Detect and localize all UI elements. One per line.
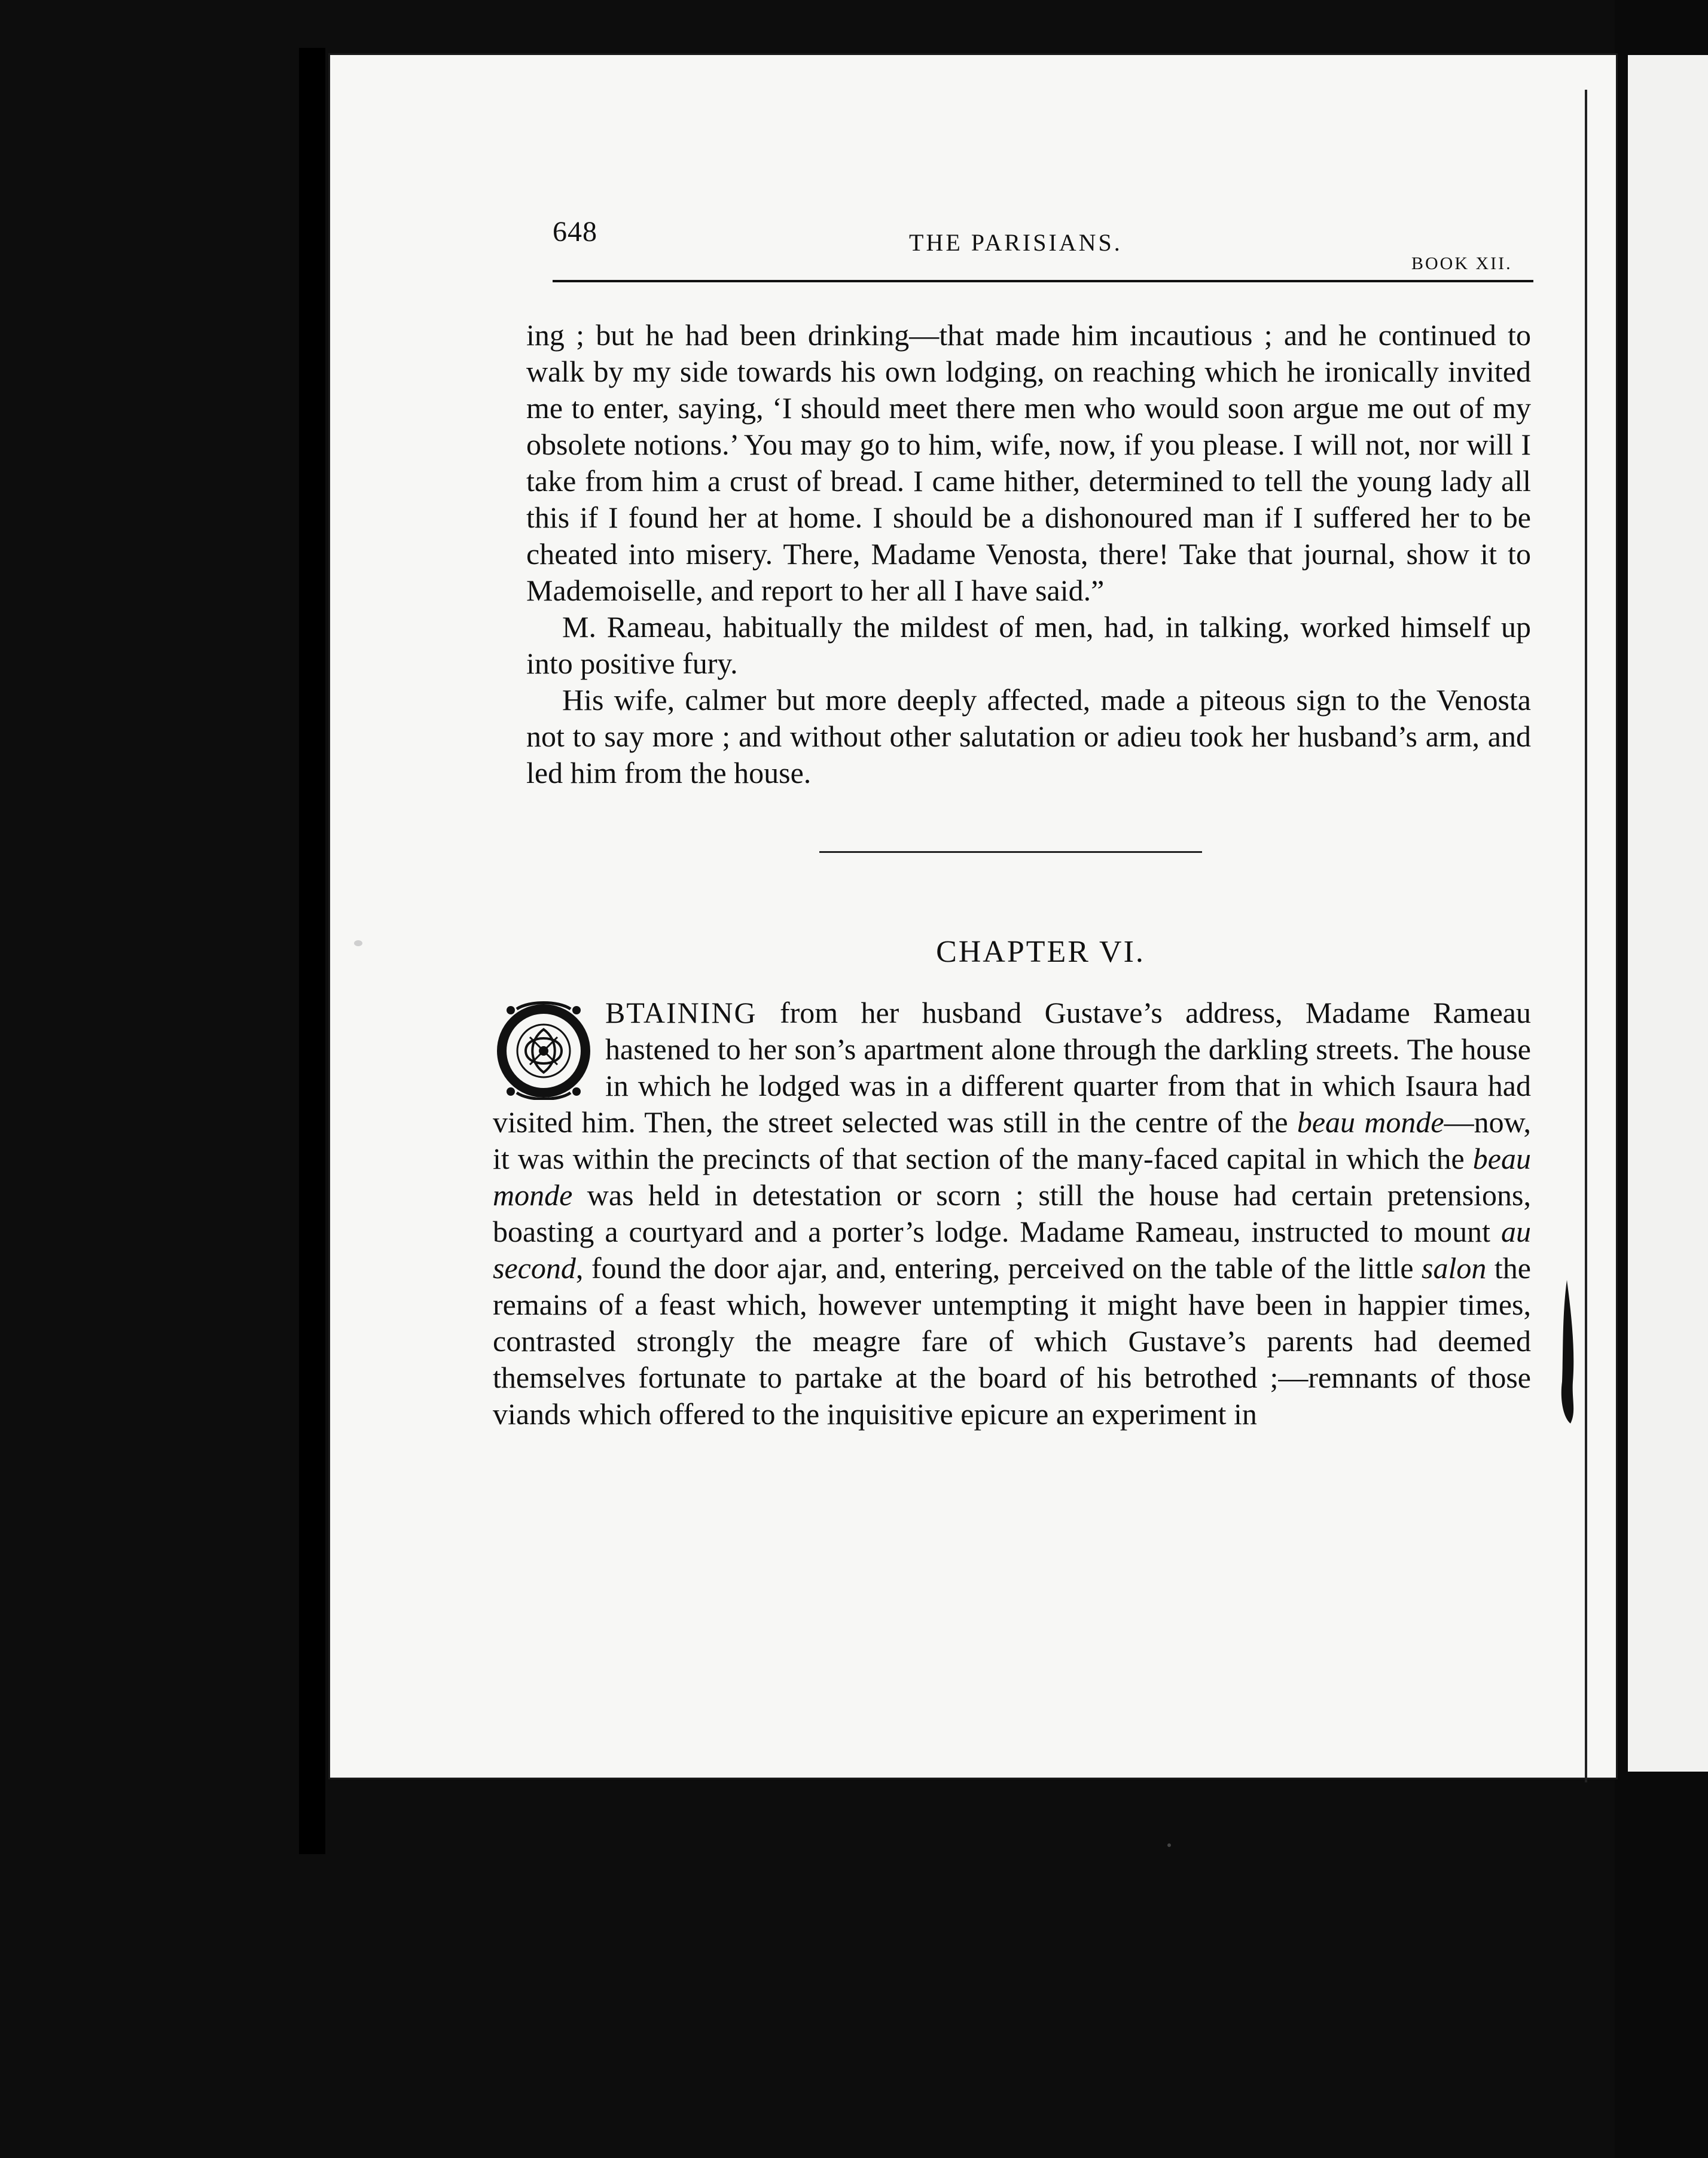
chapter-segment: was held in detestation or scorn ; still the house had certain pretensions, boasting a courtyard and a porter’s lodge. Madame Rameau, instructed to mount <box>493 1178 1531 1248</box>
facing-page-edge <box>1628 55 1708 1772</box>
page-gutter-line <box>1585 90 1587 1782</box>
book-spine-edge <box>299 48 325 1854</box>
previous-chapter-text <box>526 317 1531 791</box>
page-content <box>493 203 1531 1432</box>
paper-speck <box>1167 1843 1171 1847</box>
section-divider <box>819 851 1202 853</box>
chapter-segment: , found the door ajar, and, entering, perceived on the table of the little <box>575 1251 1422 1285</box>
book-label: BOOK XII. <box>1411 254 1512 273</box>
chapter-segment-italic: beau monde <box>1297 1105 1444 1139</box>
running-title: THE PARISIANS. <box>909 229 1123 256</box>
ornamental-drop-cap-icon <box>493 998 594 1100</box>
chapter-segment-italic: salon <box>1422 1251 1487 1285</box>
chapter-segment-italic: beau monde <box>493 1142 1531 1212</box>
paragraph: ing ; but he had been drinking—that made him incautious ; and he continued to walk by my side towards his own lodging, on reaching which he ironically invited me to enter, saying, ‘I should meet there men who would soon argue me out of my obsolete notions.’ You may go to him, wife, now, if you please. I will not, nor will I take from him a crust of bread. I came hither, determined to tell the young lady all this if I found her at home. I should be a dishonoured man if I suffered her to be cheated into misery. There, Madame Venosta, there! Take that journal, show it to Mademoiselle, and report to her all I have said.” <box>526 318 1531 607</box>
chapter-segment-italic: au second <box>493 1215 1531 1285</box>
chapter-segment: —now, it was within the precincts of that section of the many-faced capital in which the <box>493 1105 1531 1175</box>
chapter-body <box>493 995 1531 1432</box>
paragraph: His wife, calmer but more deeply affected, made a piteous sign to the Venosta not to say more ; and without other salutation or adieu took her husband’s arm, and led him from the house. <box>526 683 1531 790</box>
chapter-title: CHAPTER VI. <box>936 935 1145 969</box>
chapter-segment: from her husband Gustave’s address, Madame Rameau hastened to her son’s apartment alone through the darkling streets. The house in which he lodged was in a different quarter from that in which Isaura had visited him. Then, the street selected was still in the centre of the <box>493 996 1531 1139</box>
header-rule <box>553 280 1533 282</box>
paper-speck <box>354 940 362 946</box>
page-number: 648 <box>553 216 597 248</box>
paragraph: M. Rameau, habitually the mildest of men, had, in talking, worked himself up into positive fury. <box>526 610 1531 680</box>
running-head <box>526 203 1531 273</box>
chapter-lead-word: BTAINING <box>605 996 757 1029</box>
ink-blot-icon <box>1555 1280 1579 1424</box>
chapter-segment: the remains of a feast which, however untempting it might have been in happier times, contrasted strongly the meagre fare of which Gustave’s parents had deemed themselves fortunate to partake at the board of his betrothed ;—remnants of those viands which offered to the inquisitive epicure an experiment in <box>493 1251 1531 1431</box>
